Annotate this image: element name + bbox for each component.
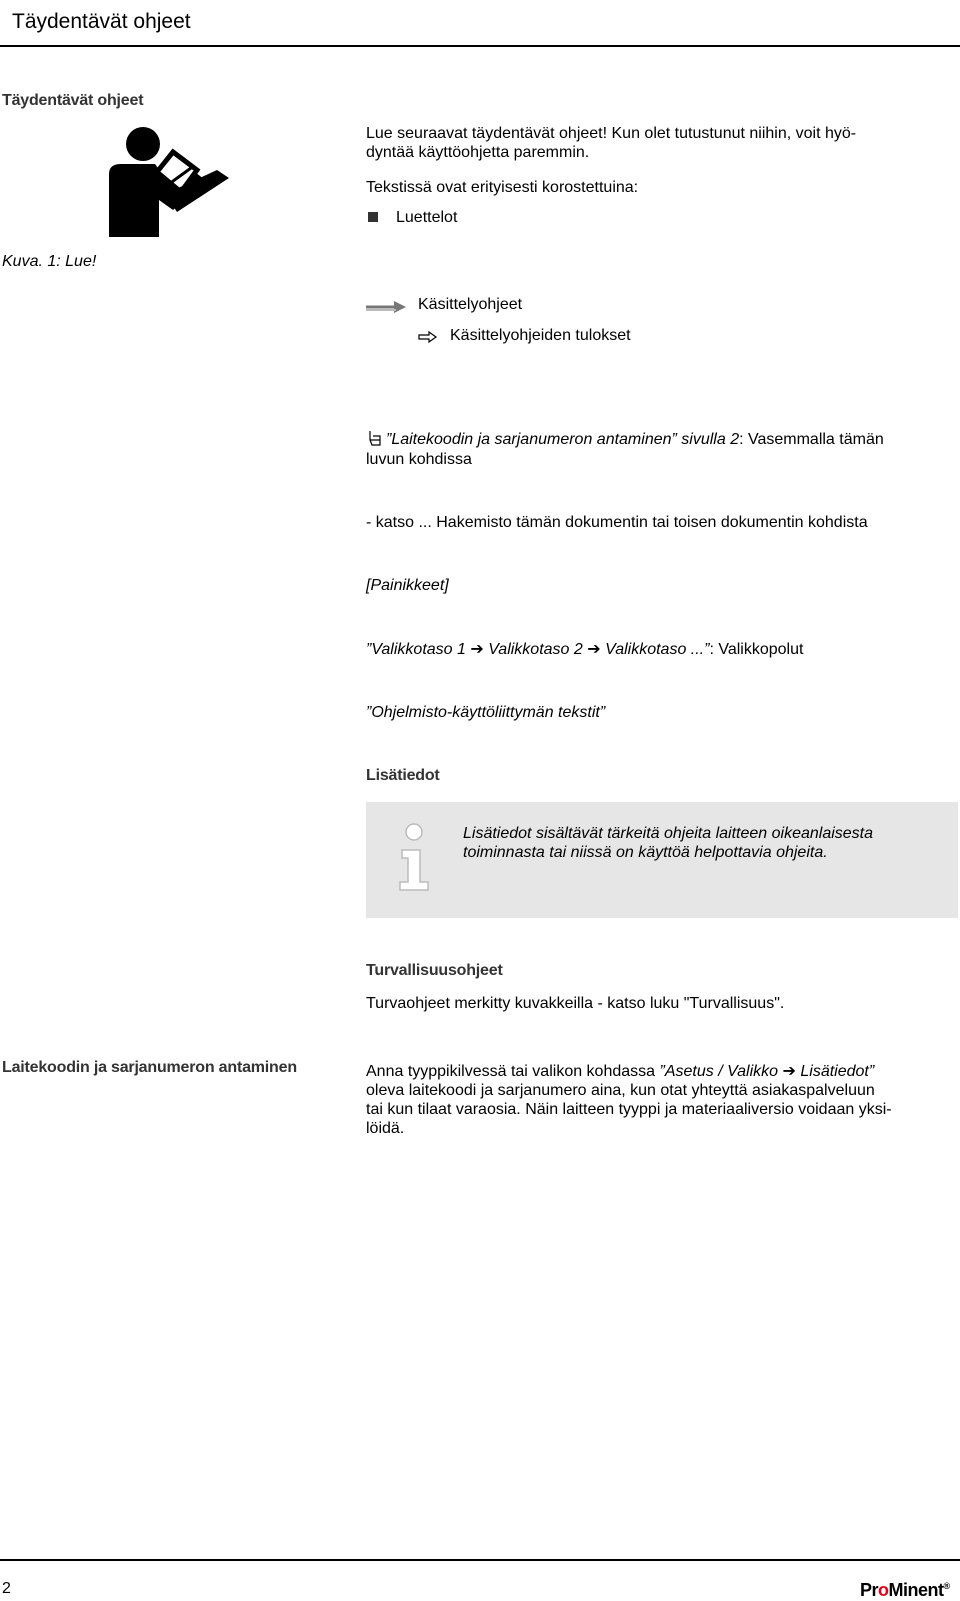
brand-reg: ® [943,1581,950,1591]
section2-menu-path-a: ”Asetus / Valikko [659,1063,779,1080]
link-hand-icon [368,430,382,446]
brand-o: o [878,1580,889,1600]
footer-divider [0,1559,960,1561]
result-arrow-icon [418,331,438,343]
reader-icon [105,122,235,237]
menu-path [366,640,803,659]
list-item [366,208,457,227]
menu-level-2: Valikkotaso 2 [488,641,583,658]
section2-line-3: tai kun tilaat varaosia. Näin laitteen tyyppi ja materiaaliversio voidaan yksi- [366,1101,892,1118]
cross-reference-link[interactable]: ”Laitekoodin ja sarjanumeron antaminen” sivulla 2 [386,431,740,448]
section-heading-additional-instructions: Täydentävät ohjeet [2,92,144,109]
figure-caption: Kuva. 1: Lue! [2,253,97,270]
instruction-arrow-icon [366,297,408,313]
instructions-text: Käsittelyohjeet [418,296,523,313]
info-box [366,802,958,918]
software-texts: ”Ohjelmisto-käyttöliittymän tekstit” [366,704,606,721]
section2-line-4: löidä. [366,1120,405,1137]
brand-pro: Pr [860,1580,879,1600]
link-line [386,430,884,449]
intro-line-1: Lue seuraavat täydentävät ohjeet! Kun olet tutustunut niihin, voit hyö- [366,125,857,142]
list-item-text: Luettelot [396,209,458,226]
section2-line-1 [366,1062,874,1081]
page-number: 2 [2,1580,11,1597]
header-divider [0,45,960,47]
more-info-heading: Lisätiedot [366,767,440,784]
link-suffix: : Vasemmalla tämän [739,431,884,448]
section-heading-device-code: Laitekoodin ja sarjanumeron antaminen [2,1059,297,1076]
menu-level-1: ”Valikkotaso 1 [366,641,466,658]
safety-text: Turvaohjeet merkitty kuvakkeilla - katso luku "Turvallisuus". [366,995,785,1012]
section2-line-1-a: Anna tyyppikilvessä tai valikon kohdassa [366,1063,660,1080]
link-line-2: luvun kohdissa [366,451,472,468]
instruction-results-text: Käsittelyohjeiden tulokset [450,327,631,344]
section2-line-2: oleva laitekoodi ja sarjanumero aina, kun otat yhteyttä asiakaspalveluun [366,1082,875,1099]
page-header-title: Täydentävät ohjeet [12,10,191,33]
section2-menu-path-b: Lisätiedot” [800,1063,875,1080]
brand-minent: Minent [888,1580,944,1600]
square-bullet-icon [368,212,378,222]
brand-logo [860,1580,950,1601]
highlighted-label: Tekstissä ovat erityisesti korostettuina: [366,179,639,196]
katso-text: - katso ... Hakemisto tämän dokumentin tai toisen dokumentin kohdista [366,514,868,531]
menu-level-3: Valikkotaso ...” [605,641,710,658]
info-icon [394,822,434,892]
info-line-1: Lisätiedot sisältävät tärkeitä ohjeita laitteen oikeanlaisesta [463,825,874,842]
arrow-right-icon: ➔ [782,1063,796,1080]
safety-heading: Turvallisuusohjeet [366,962,503,979]
info-line-2: toiminnasta tai niissä on käyttöä helpottavia ohjeita. [463,844,828,861]
menu-path-suffix: : Valikkopolut [709,641,804,658]
arrow-right-icon: ➔ [470,641,484,658]
arrow-right-icon: ➔ [587,641,601,658]
buttons-text: [Painikkeet] [366,577,449,594]
intro-line-2: dyntää käyttöohjetta paremmin. [366,144,590,161]
